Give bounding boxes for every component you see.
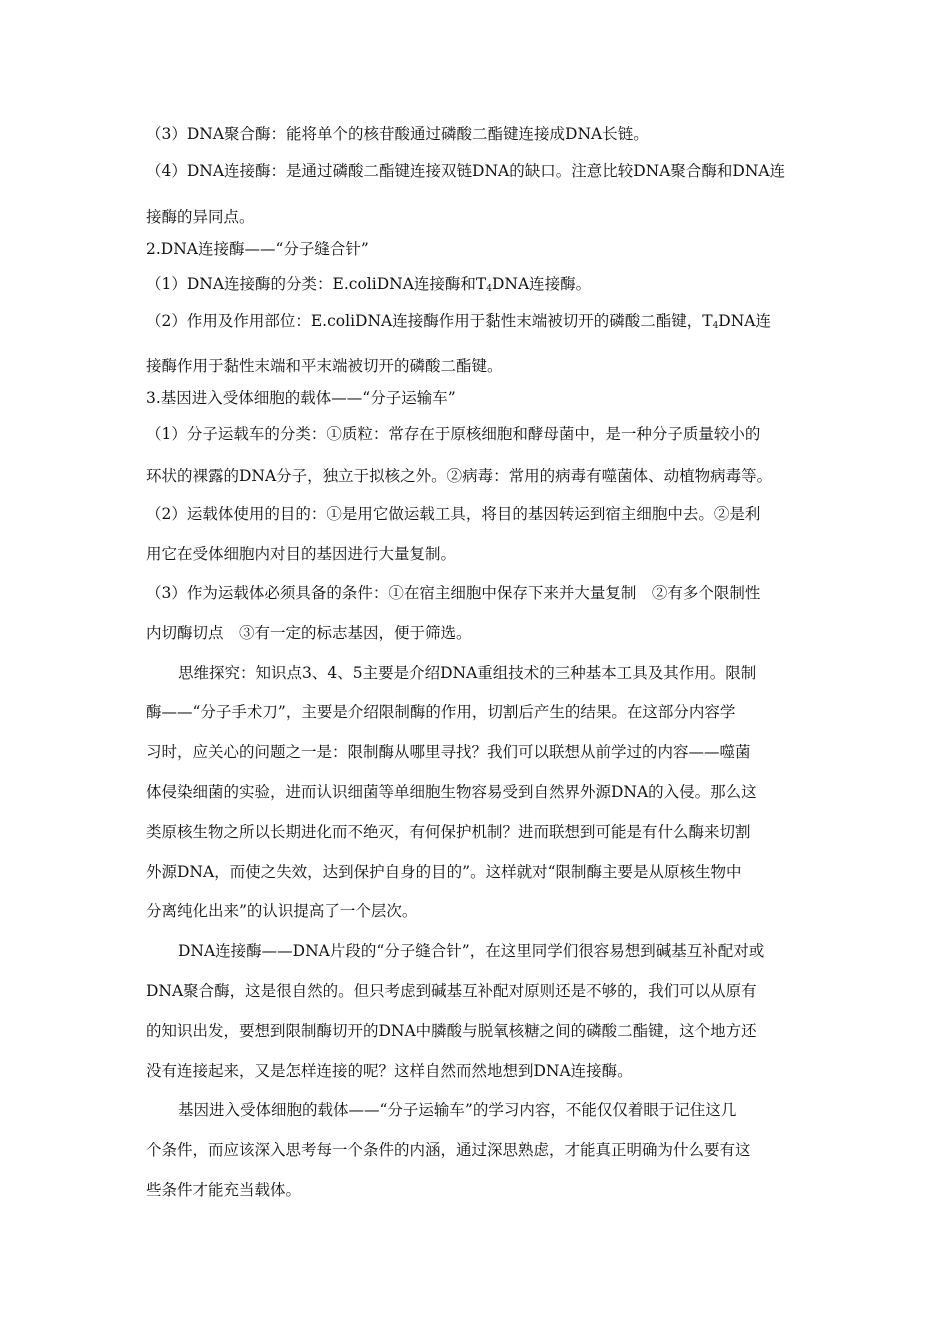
- text-line: [146, 272, 591, 294]
- section-heading: [146, 386, 456, 408]
- text-line-content: 接酶的异同点。: [146, 208, 255, 226]
- paragraph-line: [146, 899, 417, 921]
- paragraph-line: [146, 740, 751, 762]
- paragraph-line: [178, 939, 764, 961]
- text-line: [146, 354, 503, 376]
- section-heading-text: 3.基因进入受体细胞的载体——“分子运输车”: [146, 389, 456, 407]
- paragraph-line: [146, 780, 757, 802]
- text-line-content: （3）作为运载体必须具备的条件：①在宿主细胞中保存下来并大量复制 ②有多个限制性: [146, 584, 761, 602]
- paragraph-text: 分离纯化出来”的认识提高了一个层次。: [146, 902, 418, 920]
- paragraph-text: 外源DNA，而使之失效，达到保护自身的目的”。这样就对“限制酶主要是从原核生物中: [146, 863, 742, 881]
- text-line-content: （1）分子运载车的分类：①质粒：常存在于原核细胞和酵母菌中，是一种分子质量较小的: [146, 425, 761, 443]
- paragraph-text: 基因进入受体细胞的载体——“分子运输车”的学习内容，不能仅仅着眼于记住这几: [178, 1101, 737, 1119]
- paragraph-line: [178, 1098, 736, 1120]
- text-line-content: 用它在受体细胞内对目的基因进行大量复制。: [146, 545, 457, 563]
- text-line-content: （2）运载体使用的目的：①是用它做运载工具，将目的基因转运到宿主细胞中去。②是利: [146, 505, 761, 523]
- paragraph-line: [146, 979, 757, 1001]
- subscript-text: 4: [712, 321, 719, 331]
- text-line-content: （3）DNA聚合酶：能将单个的核苷酸通过磷酸二酯键连接成DNA长链。: [146, 125, 649, 143]
- text-line: [146, 621, 472, 643]
- paragraph-text: 体侵染细菌的实验，进而认识细菌等单细胞生物容易受到自然界外源DNA的入侵。那么这: [146, 783, 757, 801]
- paragraph-text: 类原核生物之所以长期进化而不绝灭，有何保护机制？进而联想到可能是有什么酶来切割: [146, 823, 751, 841]
- paragraph-line: [146, 860, 742, 882]
- subscript-text: 4: [486, 284, 492, 294]
- paragraph-text: 个条件，而应该深入思考每一个条件的内涵，通过深思熟虑，才能真正明确为什么要有这: [146, 1141, 751, 1159]
- section-heading-text: 2.DNA连接酶——“分子缝合针”: [146, 240, 369, 258]
- text-line-content: 内切酶切点 ③有一定的标志基因，便于筛选。: [146, 624, 472, 642]
- text-line-content: （4）DNA连接酶：是通过磷酸二酯键连接双链DNA的缺口。注意比较DNA聚合酶和DNA连: [146, 162, 786, 180]
- paragraph-line: [146, 1019, 757, 1041]
- text-line: [146, 205, 255, 227]
- text-line: [146, 122, 649, 144]
- text-line-content: DNA连接酶。: [491, 275, 592, 293]
- text-line: [146, 464, 772, 486]
- text-line-content: DNA连: [718, 312, 771, 330]
- text-line: [146, 502, 760, 524]
- paragraph-line: [146, 820, 751, 842]
- paragraph-text: 的知识出发，要想到限制酶切开的DNA中膦酸与脱氧核糖之间的磷酸二酯键，这个地方还: [146, 1022, 757, 1040]
- paragraph-text: DNA连接酶——DNA片段的“分子缝合针”，在这里同学们很容易想到碱基互补配对或: [178, 942, 765, 960]
- text-line: [146, 422, 760, 444]
- paragraph-text: 习时，应关心的问题之一是：限制酶从哪里寻找？我们可以联想从前学过的内容——噬菌: [146, 743, 751, 761]
- paragraph-line: [146, 1138, 751, 1160]
- paragraph-text: DNA聚合酶，这是很自然的。但只考虑到碱基互补配对原则还是不够的，我们可以从原有: [146, 982, 757, 1000]
- text-line-content: （1）DNA连接酶的分类：E.coliDNA连接酶和T: [146, 275, 487, 293]
- text-line-content: 环状的裸露的DNA分子，独立于拟核之外。②病毒：常用的病毒有噬菌体、动植物病毒等。: [146, 467, 773, 485]
- text-line-content: （2）作用及作用部位：E.coliDNA连接酶作用于黏性末端被切开的磷酸二酯键，T: [146, 312, 713, 330]
- paragraph-line: [146, 1178, 301, 1200]
- text-line-content: 接酶作用于黏性末端和平末端被切开的磷酸二酯键。: [146, 357, 503, 375]
- paragraph-line: [146, 1059, 633, 1081]
- paragraph-line: [178, 661, 756, 683]
- paragraph-text: 没有连接起来，又是怎样连接的呢？这样自然而然地想到DNA连接酶。: [146, 1062, 633, 1080]
- paragraph-text: 思维探究：知识点3、4、5主要是介绍DNA重组技术的三种基本工具及其作用。限制: [178, 664, 757, 682]
- paragraph-text: 些条件才能充当载体。: [146, 1181, 302, 1199]
- text-line: [146, 542, 456, 564]
- text-line: [146, 159, 785, 181]
- paragraph-text: 酶——“分子手术刀”，主要是介绍限制酶的作用，切割后产生的结果。在这部分内容学: [146, 703, 736, 721]
- section-heading: [146, 237, 369, 259]
- text-line: [146, 581, 760, 603]
- text-line: [146, 309, 771, 331]
- paragraph-line: [146, 700, 735, 722]
